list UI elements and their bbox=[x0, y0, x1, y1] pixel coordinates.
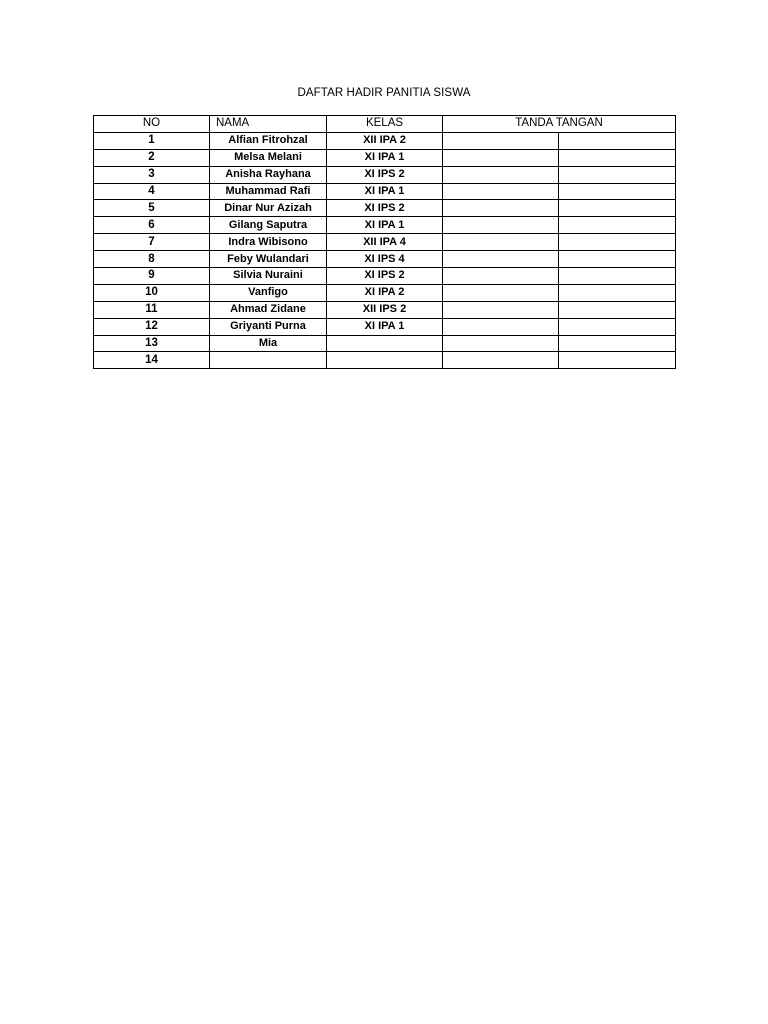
cell-no: 12 bbox=[94, 318, 210, 335]
table-row bbox=[94, 217, 676, 234]
cell-no: 11 bbox=[94, 301, 210, 318]
cell-kelas: XI IPA 1 bbox=[327, 217, 443, 234]
cell-signature-1 bbox=[443, 166, 559, 183]
cell-signature-1 bbox=[443, 284, 559, 301]
table-row bbox=[94, 318, 676, 335]
table-row bbox=[94, 352, 676, 369]
cell-kelas: XII IPA 4 bbox=[327, 234, 443, 251]
table-row bbox=[94, 234, 676, 251]
cell-no: 13 bbox=[94, 335, 210, 352]
cell-signature-2 bbox=[559, 318, 676, 335]
cell-nama: Feby Wulandari bbox=[210, 251, 327, 268]
table-row bbox=[94, 335, 676, 352]
cell-signature-2 bbox=[559, 132, 676, 149]
cell-no: 10 bbox=[94, 284, 210, 301]
cell-nama: Vanfigo bbox=[210, 284, 327, 301]
table-row bbox=[94, 251, 676, 268]
cell-nama: Muhammad Rafi bbox=[210, 183, 327, 200]
document-title: DAFTAR HADIR PANITIA SISWA bbox=[297, 87, 471, 99]
cell-no: 3 bbox=[94, 166, 210, 183]
cell-kelas: XI IPA 1 bbox=[327, 318, 443, 335]
cell-signature-1 bbox=[443, 335, 559, 352]
cell-signature-2 bbox=[559, 217, 676, 234]
cell-nama: Anisha Rayhana bbox=[210, 166, 327, 183]
cell-signature-2 bbox=[559, 149, 676, 166]
header-kelas: KELAS bbox=[327, 116, 443, 133]
cell-no: 1 bbox=[94, 132, 210, 149]
table-row bbox=[94, 301, 676, 318]
cell-kelas: XI IPA 1 bbox=[327, 183, 443, 200]
cell-nama: Gilang Saputra bbox=[210, 217, 327, 234]
cell-signature-2 bbox=[559, 284, 676, 301]
cell-nama: Silvia Nuraini bbox=[210, 268, 327, 285]
cell-nama: Melsa Melani bbox=[210, 149, 327, 166]
cell-signature-1 bbox=[443, 268, 559, 285]
cell-nama: Ahmad Zidane bbox=[210, 301, 327, 318]
cell-no: 7 bbox=[94, 234, 210, 251]
cell-no: 2 bbox=[94, 149, 210, 166]
table-row bbox=[94, 284, 676, 301]
header-nama: NAMA bbox=[210, 116, 327, 133]
cell-nama: Mia bbox=[210, 335, 327, 352]
cell-kelas: XI IPS 2 bbox=[327, 268, 443, 285]
cell-signature-2 bbox=[559, 200, 676, 217]
cell-signature-2 bbox=[559, 234, 676, 251]
cell-nama bbox=[210, 352, 327, 369]
cell-signature-2 bbox=[559, 251, 676, 268]
cell-kelas: XI IPS 2 bbox=[327, 200, 443, 217]
table-row bbox=[94, 268, 676, 285]
cell-kelas: XI IPS 2 bbox=[327, 166, 443, 183]
cell-signature-1 bbox=[443, 301, 559, 318]
cell-no: 8 bbox=[94, 251, 210, 268]
cell-kelas: XI IPA 2 bbox=[327, 284, 443, 301]
cell-signature-1 bbox=[443, 200, 559, 217]
table-body bbox=[94, 132, 676, 368]
cell-signature-2 bbox=[559, 268, 676, 285]
cell-signature-2 bbox=[559, 301, 676, 318]
table-row bbox=[94, 166, 676, 183]
cell-signature-1 bbox=[443, 217, 559, 234]
table-row bbox=[94, 132, 676, 149]
cell-no: 5 bbox=[94, 200, 210, 217]
cell-signature-1 bbox=[443, 352, 559, 369]
cell-nama: Griyanti Purna bbox=[210, 318, 327, 335]
cell-signature-2 bbox=[559, 335, 676, 352]
cell-signature-1 bbox=[443, 251, 559, 268]
cell-signature-1 bbox=[443, 183, 559, 200]
cell-nama: Indra Wibisono bbox=[210, 234, 327, 251]
cell-signature-2 bbox=[559, 183, 676, 200]
cell-no: 14 bbox=[94, 352, 210, 369]
table-row bbox=[94, 200, 676, 217]
cell-kelas: XI IPS 4 bbox=[327, 251, 443, 268]
cell-signature-2 bbox=[559, 352, 676, 369]
table-row bbox=[94, 183, 676, 200]
table-header-row bbox=[94, 116, 676, 133]
cell-kelas: XI IPA 1 bbox=[327, 149, 443, 166]
cell-signature-1 bbox=[443, 234, 559, 251]
cell-signature-1 bbox=[443, 132, 559, 149]
cell-no: 4 bbox=[94, 183, 210, 200]
cell-kelas bbox=[327, 352, 443, 369]
cell-signature-1 bbox=[443, 318, 559, 335]
cell-signature-1 bbox=[443, 149, 559, 166]
cell-nama: Dinar Nur Azizah bbox=[210, 200, 327, 217]
cell-no: 9 bbox=[94, 268, 210, 285]
cell-kelas: XII IPA 2 bbox=[327, 132, 443, 149]
cell-kelas bbox=[327, 335, 443, 352]
cell-signature-2 bbox=[559, 166, 676, 183]
attendance-table bbox=[93, 115, 676, 369]
header-tanda-tangan: TANDA TANGAN bbox=[443, 116, 676, 133]
cell-kelas: XII IPS 2 bbox=[327, 301, 443, 318]
cell-nama: Alfian Fitrohzal bbox=[210, 132, 327, 149]
header-no: NO bbox=[94, 116, 210, 133]
table-row bbox=[94, 149, 676, 166]
cell-no: 6 bbox=[94, 217, 210, 234]
